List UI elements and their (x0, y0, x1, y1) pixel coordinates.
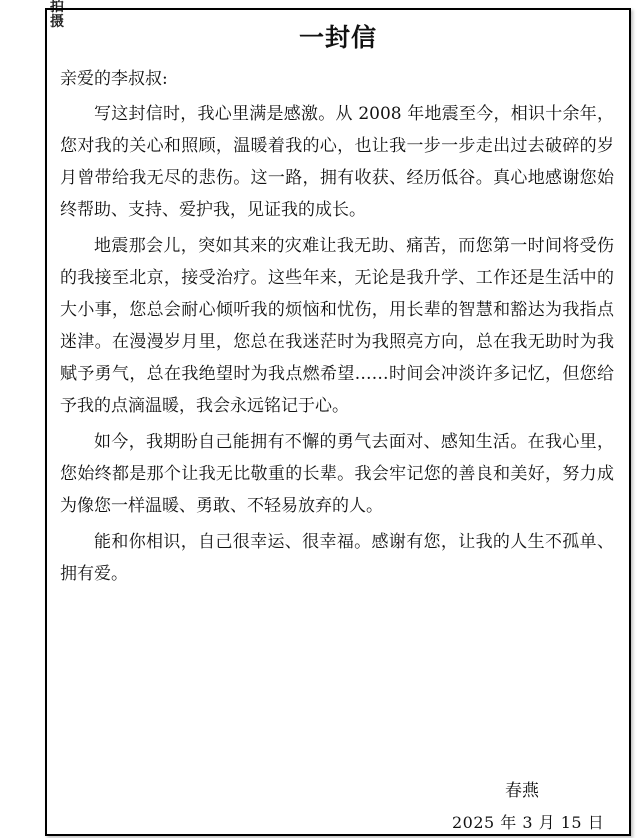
watermark-char: 摄 (50, 14, 64, 30)
letter-paragraph: 地震那会儿，突如其来的灾难让我无助、痛苦，而您第一时间将受伤的我接至北京，接受治疗。这些年来，无论是我升学、工作还是生活中的大小事，您总会耐心倾听我的烦恼和忧伤，用长辈的智慧和豁达为我指点迷津。在漫漫岁月里，您总在我迷茫时为我照亮方向，总在我无助时为我赋予勇气，总在我绝望时为我点燃希望……时间会冲淡许多记忆，但您给予我的点滴温暖，我会永远铭记于心。 (60, 236, 614, 416)
letter-date: 2025 年 3 月 15 日 (452, 813, 605, 832)
letter-salutation: 亲爱的李叔叔: (60, 69, 168, 89)
letter-title: 一封信 (298, 23, 377, 52)
letter-signature: 春燕 (505, 781, 539, 801)
letter-paragraph: 能和你相识，自己很幸运、很幸福。感谢有您，让我的人生不孤单、拥有爱。 (60, 532, 614, 584)
letter-paragraph: 如今，我期盼自己能拥有不懈的勇气去面对、感知生活。在我心里，您始终都是那个让我无比敬重的长辈。我会牢记您的善良和美好，努力成为像您一样温暖、勇敢、不轻易放弃的人。 (60, 432, 614, 516)
letter-body (60, 98, 614, 594)
watermark-char: 拍 (50, 0, 64, 15)
letter-paragraph: 写这封信时，我心里满是感激。从 2008 年地震至今，相识十余年，您对我的关心和照顾，温暖着我的心，也让我一步一步走出过去破碎的岁月曾带给我无尽的悲伤。这一路，拥有收获、经历低谷。真心地感谢您始终帮助、支持、爱护我，见证我的成长。 (60, 104, 614, 220)
